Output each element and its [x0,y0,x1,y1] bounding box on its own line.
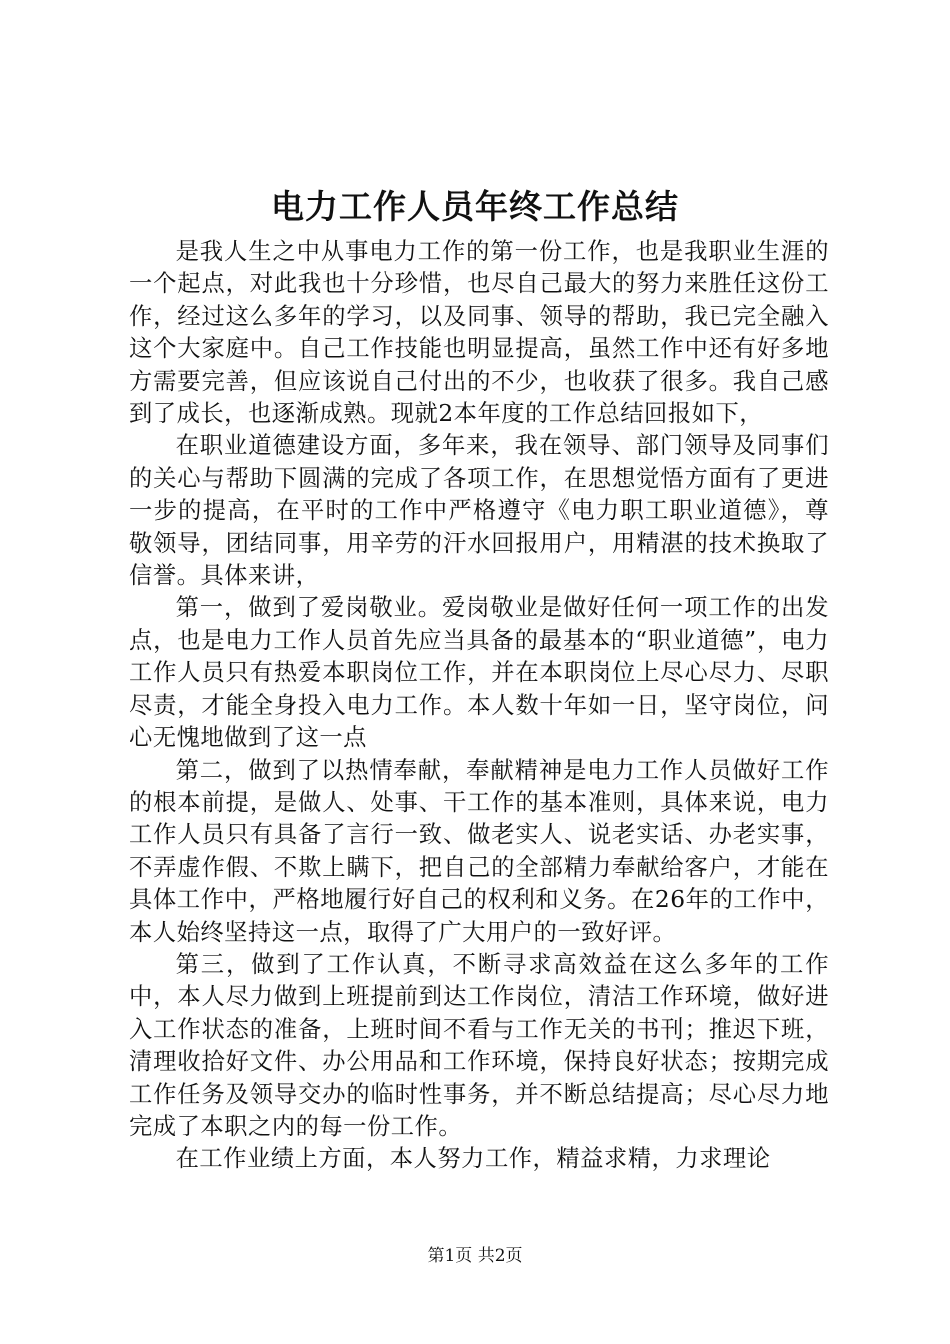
paragraph-professional-ethics: 在职业道德建设方面，多年来，我在领导、部门领导及同事们的关心与帮助下圆满的完成了各项工作，在思想觉悟方面有了更进一步的提高，在平时的工作中严格遵守《电力职工职业道德》，尊敬领导，团结同事，用辛劳的汗水回报用户，用精湛的技术换取了信誉。具体来讲， [129,432,829,590]
document-body [129,236,829,1176]
paragraph-intro: 是我人生之中从事电力工作的第一份工作，也是我职业生涯的一个起点，对此我也十分珍惜，也尽自己最大的努力来胜任这份工作，经过这么多年的学习，以及同事、领导的帮助，我已完全融入这个大家庭中。自己工作技能也明显提高，虽然工作中还有好多地方需要完善，但应该说自己付出的不少，也收获了很多。我自己感到了成长，也逐渐成熟。现就2本年度的工作总结回报如下， [129,238,829,428]
paragraph-second-point: 第二，做到了以热情奉献，奉献精神是电力工作人员做好工作的根本前提，是做人、处事、干工作的基本准则，具体来说，电力工作人员只有具备了言行一致、做老实人、说老实话、办老实事，不弄虚作假、不欺上瞒下，把自己的全部精力奉献给客户，才能在具体工作中，严格地履行好自己的权利和义务。在26年的工作中，本人始终坚持这一点，取得了广大用户的一致好评。 [129,756,829,946]
paragraph-third-point: 第三，做到了工作认真，不断寻求高效益在这么多年的工作中，本人尽力做到上班提前到达工作岗位，清洁工作环境，做好进入工作状态的准备，上班时间不看与工作无关的书刊；推迟下班，清理收拾好文件、办公用品和工作环境，保持良好状态；按期完成工作任务及领导交办的临时性事务，并不断总结提高；尽心尽力地完成了本职之内的每一份工作。 [129,950,829,1140]
page-number-footer: 第1页 共2页 [427,1246,523,1266]
document-title: 电力工作人员年终工作总结 [271,187,679,226]
paragraph-first-point: 第一，做到了爱岗敬业。爱岗敬业是做好任何一项工作的出发点，也是电力工作人员首先应当具备的最基本的“职业道德”，电力工作人员只有热爱本职岗位工作，并在本职岗位上尽心尽力、尽职尽责，才能全身投入电力工作。本人数十年如一日，坚守岗位，问心无愧地做到了这一点 [129,594,829,752]
paragraph-work-performance: 在工作业绩上方面，本人努力工作，精益求精，力求理论 [175,1145,771,1173]
